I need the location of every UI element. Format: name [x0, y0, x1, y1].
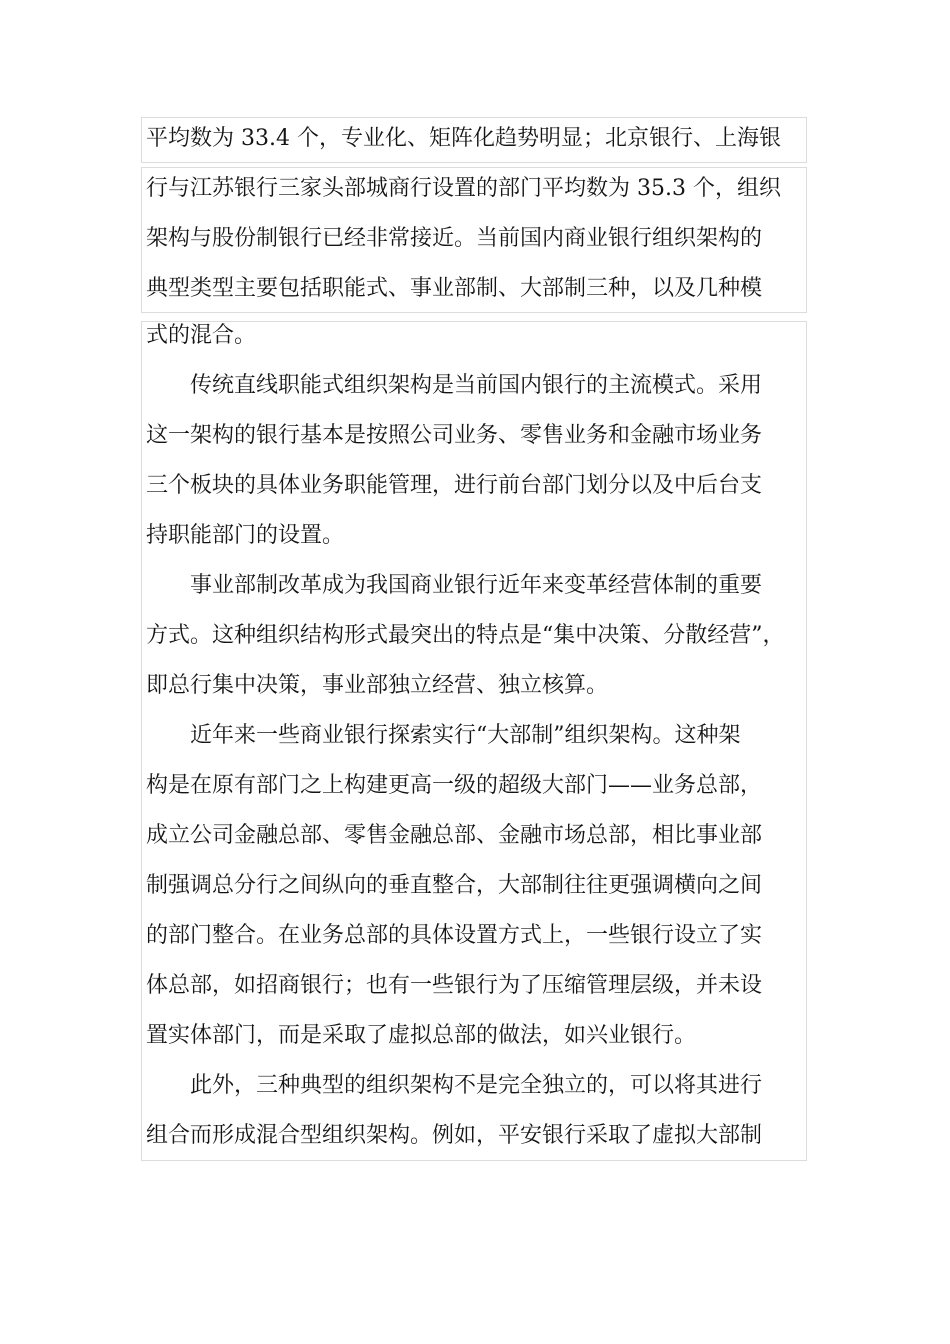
paragraph-line: 持职能部门的设置。: [146, 523, 345, 548]
text-line: 架构与股份制银行已经非常接近。当前国内商业银行组织架构的: [146, 226, 763, 251]
text-block-2: [141, 167, 807, 313]
paragraph-line: 即总行集中决策，事业部独立经营、独立核算。: [146, 673, 609, 698]
paragraph-line: 置实体部门，而是采取了虚拟总部的做法，如兴业银行。: [146, 1023, 697, 1048]
paragraph-line: 的部门整合。在业务总部的具体设置方式上，一些银行设立了实: [146, 923, 763, 948]
paragraph-line: 构是在原有部门之上构建更高一级的超级大部门——业务总部，: [146, 773, 763, 798]
paragraph-first-line: 此外，三种典型的组织架构不是完全独立的，可以将其进行: [190, 1073, 763, 1098]
paragraph-line: 三个板块的具体业务职能管理，进行前台部门划分以及中后台支: [146, 473, 763, 498]
paragraph-line: 成立公司金融总部、零售金融总部、金融市场总部，相比事业部: [146, 823, 763, 848]
paragraph-first-line: 近年来一些商业银行探索实行“大部制”组织架构。这种架: [190, 723, 741, 748]
text-block-1: [141, 117, 807, 163]
paragraph-line: 体总部，如招商银行；也有一些银行为了压缩管理层级，并未设: [146, 973, 763, 998]
text-block-3: [141, 321, 807, 1161]
paragraph-line: 这一架构的银行基本是按照公司业务、零售业务和金融市场业务: [146, 423, 763, 448]
text-line: 行与江苏银行三家头部城商行设置的部门平均数为 35.3 个，组织: [146, 176, 781, 201]
paragraph-line: 式的混合。: [146, 323, 257, 348]
paragraph-first-line: 事业部制改革成为我国商业银行近年来变革经营体制的重要: [190, 573, 763, 598]
paragraph-line: 方式。这种组织结构形式最突出的特点是“集中决策、分散经营”，: [146, 623, 785, 648]
paragraph-first-line: 传统直线职能式组织架构是当前国内银行的主流模式。采用: [190, 373, 763, 398]
paragraph-line: 制强调总分行之间纵向的垂直整合，大部制往往更强调横向之间: [146, 873, 763, 898]
text-line: 平均数为 33.4 个，专业化、矩阵化趋势明显；北京银行、上海银: [146, 126, 781, 151]
paragraph-line: 组合而形成混合型组织架构。例如，平安银行采取了虚拟大部制: [146, 1123, 763, 1148]
text-line: 典型类型主要包括职能式、事业部制、大部制三种，以及几种模: [146, 276, 763, 301]
